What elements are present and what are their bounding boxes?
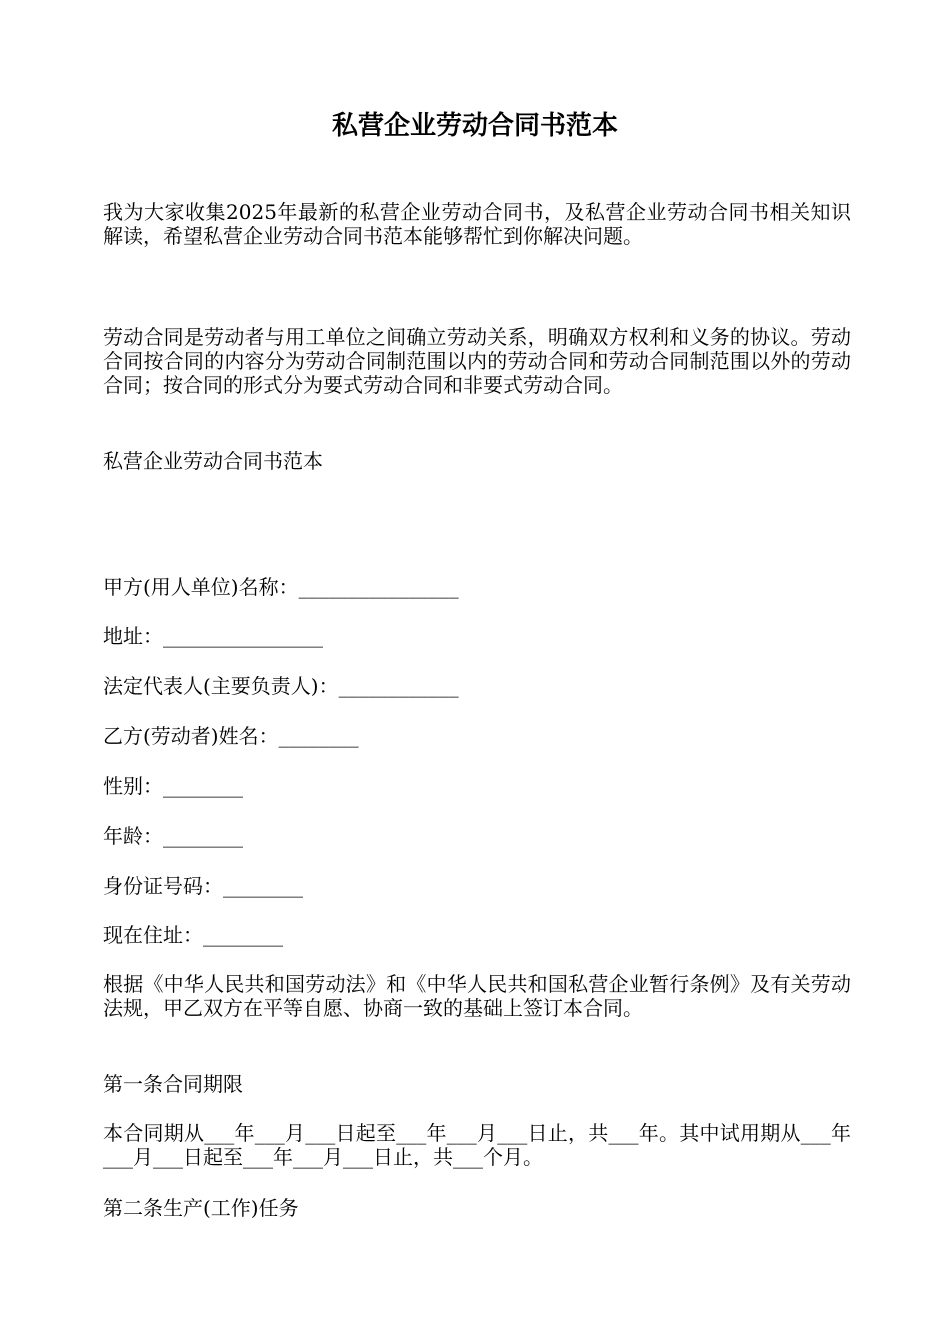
gender-field: 性别：________: [103, 774, 243, 798]
article-1-heading: 第一条合同期限: [103, 1072, 243, 1096]
party-b-name-field: 乙方(劳动者)姓名：________: [103, 724, 359, 748]
section-subtitle: 私营企业劳动合同书范本: [103, 449, 323, 473]
article-2-heading: 第二条生产(工作)任务: [103, 1196, 299, 1220]
party-a-name-field: 甲方(用人单位)名称：________________: [103, 575, 459, 599]
id-number-field: 身份证号码：________: [103, 874, 303, 898]
age-field: 年龄：________: [103, 824, 243, 848]
intro-paragraph: 我为大家收集2025年最新的私营企业劳动合同书，及私营企业劳动合同书相关知识解读，希望私营企业劳动合同书范本能够帮忙到你解决问题。: [103, 200, 851, 248]
current-address-field: 现在住址：________: [103, 923, 283, 947]
legal-basis-paragraph: 根据《中华人民共和国劳动法》和《中华人民共和国私营企业暂行条例》及有关劳动法规，甲乙双方在平等自愿、协商一致的基础上签订本合同。: [103, 972, 851, 1020]
address-field: 地址：________________: [103, 624, 323, 648]
article-1-body: 本合同期从___年___月___日起至___年___月___日止，共___年。其中试用期从___年___月___日起至___年___月___日止，共___个月。: [103, 1121, 851, 1169]
legal-representative-field: 法定代表人(主要负责人)：____________: [103, 674, 459, 698]
definition-paragraph: 劳动合同是劳动者与用工单位之间确立劳动关系，明确双方权利和义务的协议。劳动合同按合同的内容分为劳动合同制范围以内的劳动合同和劳动合同制范围以外的劳动合同；按合同的形式分为要式劳动合同和非要式劳动合同。: [103, 325, 851, 397]
document-title: 私营企业劳动合同书范本: [331, 111, 618, 141]
